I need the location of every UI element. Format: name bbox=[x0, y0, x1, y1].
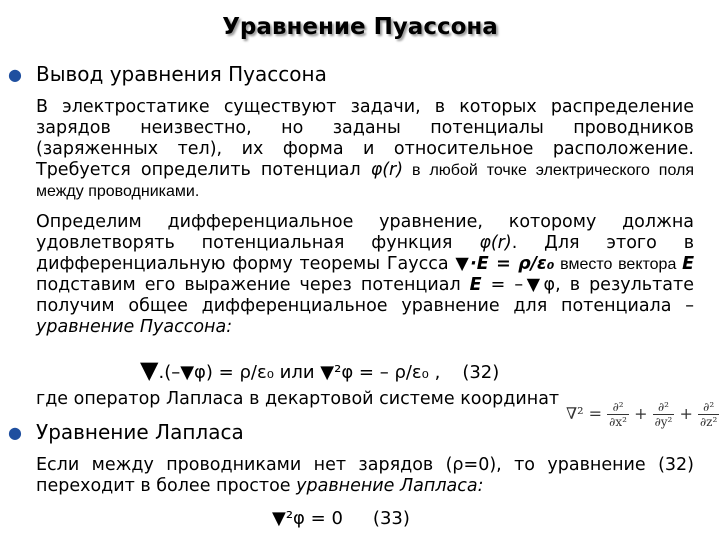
equation-32-number: (32) bbox=[462, 362, 500, 383]
paragraph-laplace bbox=[36, 455, 694, 497]
frac-z-den: ∂z² bbox=[699, 415, 718, 429]
bullet-laplace bbox=[8, 420, 244, 444]
plus-icon: + bbox=[679, 404, 693, 423]
para1-phi: φ(r) bbox=[370, 160, 404, 180]
bullet-laplace-label: Уравнение Лапласа bbox=[36, 420, 244, 444]
para3-a: Если между проводниками нет зарядов (ρ=0), то уравнение (32) переходит в более простое bbox=[36, 455, 694, 496]
para2-d: подставим его выражение через потенциал bbox=[36, 275, 470, 295]
bullet-poisson bbox=[8, 62, 327, 86]
para1-main: В электростатике существуют задачи, в которых распределение зарядов неизвестно, но заданы потенциалы проводников (заряженных тел), их форма и относительное расположение. Требуется определить потенциал bbox=[36, 97, 694, 180]
para2-a: Определим дифференциальное уравнение, которому должна удовлетворять потенциальная функция bbox=[36, 212, 694, 253]
equation-33-body: ▼²φ = 0 bbox=[272, 508, 343, 529]
para2-eqname: уравнение Пуассона: bbox=[36, 317, 233, 337]
bullet-dot-icon: ● bbox=[8, 64, 22, 84]
para2-phi: φ(r) bbox=[479, 233, 512, 253]
equation-32-body: .(–▼φ) = ρ/ε₀ или ▼²φ = – ρ/ε₀ , bbox=[158, 362, 441, 383]
paragraph-problem bbox=[36, 97, 694, 202]
para2-E2: E bbox=[469, 275, 482, 295]
plus-icon: + bbox=[634, 404, 648, 423]
equation-32 bbox=[140, 356, 499, 384]
bullet-poisson-label: Вывод уравнения Пуассона bbox=[36, 62, 327, 86]
frac-x-num: ∂² bbox=[607, 400, 629, 415]
laplacian-symbol: ∇² = bbox=[566, 404, 603, 423]
equation-33-number: (33) bbox=[372, 508, 410, 529]
para2-E: E bbox=[682, 254, 695, 274]
bullet-dot-icon: ● bbox=[8, 422, 22, 442]
paragraph-derivation bbox=[36, 212, 694, 338]
equation-33 bbox=[272, 508, 410, 529]
para1-tail: в любой точке электрического поля между проводниками. bbox=[36, 162, 695, 200]
frac-x bbox=[607, 400, 629, 429]
frac-z-num: ∂² bbox=[698, 400, 719, 415]
para2-gauss: ▼·E = ρ/ε₀ bbox=[455, 254, 555, 274]
frac-y-den: ∂y² bbox=[654, 415, 673, 429]
para2-e: = –▼φ, в результате получим общее дифференциальное уравнение для потенциала – bbox=[36, 275, 694, 316]
frac-y-num: ∂² bbox=[653, 400, 675, 415]
frac-y bbox=[653, 400, 675, 429]
frac-x-den: ∂x² bbox=[609, 415, 627, 429]
para2-b: . Для этого в дифференциальную форму теоремы Гаусса bbox=[36, 233, 695, 274]
slide-title: Уравнение Пуассона bbox=[222, 14, 498, 40]
para3-b: уравнение Лапласа: bbox=[296, 476, 484, 496]
laplacian-formula bbox=[566, 400, 719, 429]
laplacian-intro: где оператор Лапласа в декартовой системе координат bbox=[36, 389, 560, 409]
para2-c: вместо вектора bbox=[554, 256, 683, 273]
frac-z bbox=[698, 400, 719, 429]
nabla-icon: ▼ bbox=[140, 356, 159, 384]
